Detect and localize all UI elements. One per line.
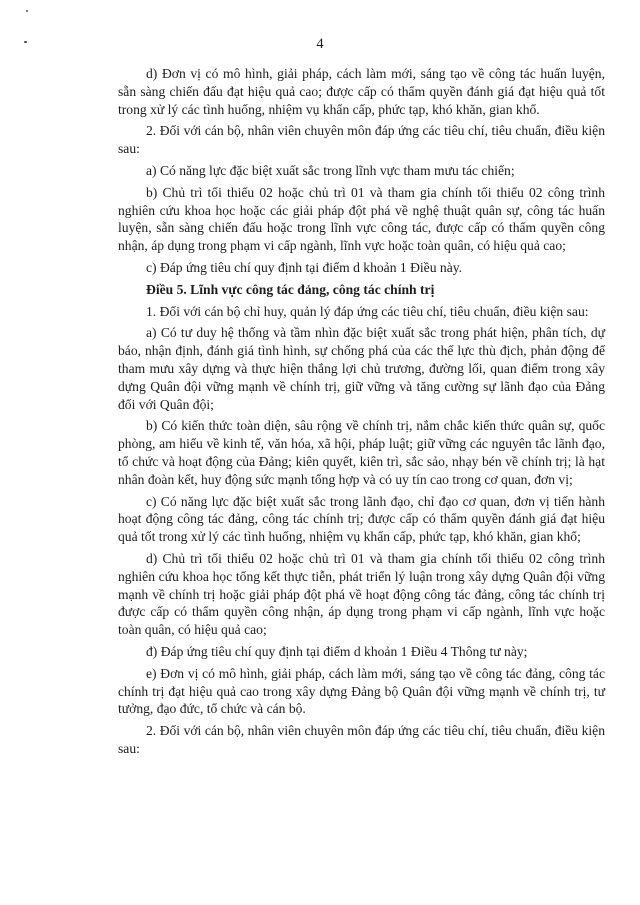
paragraph: e) Đơn vị có mô hình, giải pháp, cách làm mới, sáng tạo về công tác đảng, công tác chính trị đạt hiệu quả cao trong xây dựng Đảng bộ Quân đội vững mạnh về chính trị, tư tưởng, đạo đức, tổ chức và cán bộ. [118, 665, 605, 717]
document-body [118, 65, 605, 762]
paragraph: d) Đơn vị có mô hình, giải pháp, cách làm mới, sáng tạo về công tác huấn luyện, sẵn sàng chiến đấu đạt hiệu quả cao; được cấp có thẩm quyền đánh giá đạt hiệu quả tốt trong xử lý các tình huống, nhiệm vụ khẩn cấp, phức tạp, khó khăn, gian khổ. [118, 66, 605, 117]
paragraph: a) Có tư duy hệ thống và tầm nhìn đặc biệt xuất sắc trong phát hiện, phân tích, dự báo, nhận định, đánh giá tình hình, sự chống phá của các thế lực thù địch, phản động để tham mưu xây dựng và thực hiện thắng lợi chủ trương, đường lối, quan điểm trong xây dựng Quân đội vững mạnh về chính trị, giữ vững và tăng cường sự lãnh đạo của Đảng đối với Quân đội; [118, 325, 605, 412]
paragraph: c) Đáp ứng tiêu chí quy định tại điểm d khoản 1 Điều này. [146, 259, 463, 275]
paragraph: 2. Đối với cán bộ, nhân viên chuyên môn đáp ứng các tiêu chí, tiêu chuẩn, điều kiện sau: [118, 123, 605, 157]
paragraph: c) Có năng lực đặc biệt xuất sắc trong lãnh đạo, chỉ đạo cơ quan, đơn vị tiến hành hoạt động công tác đảng, công tác chính trị; được cấp có thẩm quyền đánh giá đạt hiệu quả tốt trong xử lý các tình huống, nhiệm vụ khẩn cấp, phức tạp, khó khăn, gian khổ; [118, 493, 605, 545]
paragraph: a) Có năng lực đặc biệt xuất sắc trong lĩnh vực tham mưu tác chiến; [146, 162, 515, 178]
paragraph: 2. Đối với cán bộ, nhân viên chuyên môn đáp ứng các tiêu chí, tiêu chuẩn, điều kiện sau: [118, 723, 605, 756]
paragraph: đ) Đáp ứng tiêu chí quy định tại điểm d khoản 1 Điều 4 Thông tư này; [146, 643, 528, 659]
page-number: 4 [316, 36, 324, 52]
article-heading: Điều 5. Lĩnh vực công tác đảng, công tác chính trị [146, 281, 435, 297]
scan-speck [26, 10, 28, 12]
paragraph: d) Chủ trì tối thiểu 02 hoặc chủ trì 01 và tham gia chính tối thiểu 02 công trình nghiên cứu khoa học tổng kết thực tiễn, phát triển lý luận trong xây dựng Quân đội vững mạnh về chính trị hoặc giải pháp đột phá về hoạt động công tác đảng, công tác chính trị được cấp có thẩm quyền công nhận, áp dụng trong phạm vi cấp ngành, lĩnh vực hoặc toàn quân, có hiệu quả cao; [118, 550, 605, 638]
paragraph: b) Có kiến thức toàn diện, sâu rộng về chính trị, nắm chắc kiến thức quân sự, quốc phòng, am hiểu về kinh tế, văn hóa, xã hội, pháp luật; giữ vững các nguyên tắc lãnh đạo, tổ chức và hoạt động của Đảng; kiên quyết, kiên trì, sắc sảo, nhạy bén về chính trị; là hạt nhân đoàn kết, huy động sức mạnh tổng hợp và có uy tín cao trong cơ quan, đơn vị; [118, 418, 605, 487]
paragraph: 1. Đối với cán bộ chỉ huy, quản lý đáp ứng các tiêu chí, tiêu chuẩn, điều kiện sau: [146, 303, 589, 319]
paragraph: b) Chủ trì tối thiểu 02 hoặc chủ trì 01 và tham gia chính tối thiểu 02 công trình nghiên cứu khoa học hoặc các giải pháp đột phá về nghệ thuật quân sự, công tác huấn luyện, sẵn sàng chiến đấu hoặc trong lĩnh vực công tác, được cấp có thẩm quyền công nhận, áp dụng trong phạm vi cấp ngành, lĩnh vực hoặc toàn quân, có hiệu quả cao; [118, 184, 605, 254]
